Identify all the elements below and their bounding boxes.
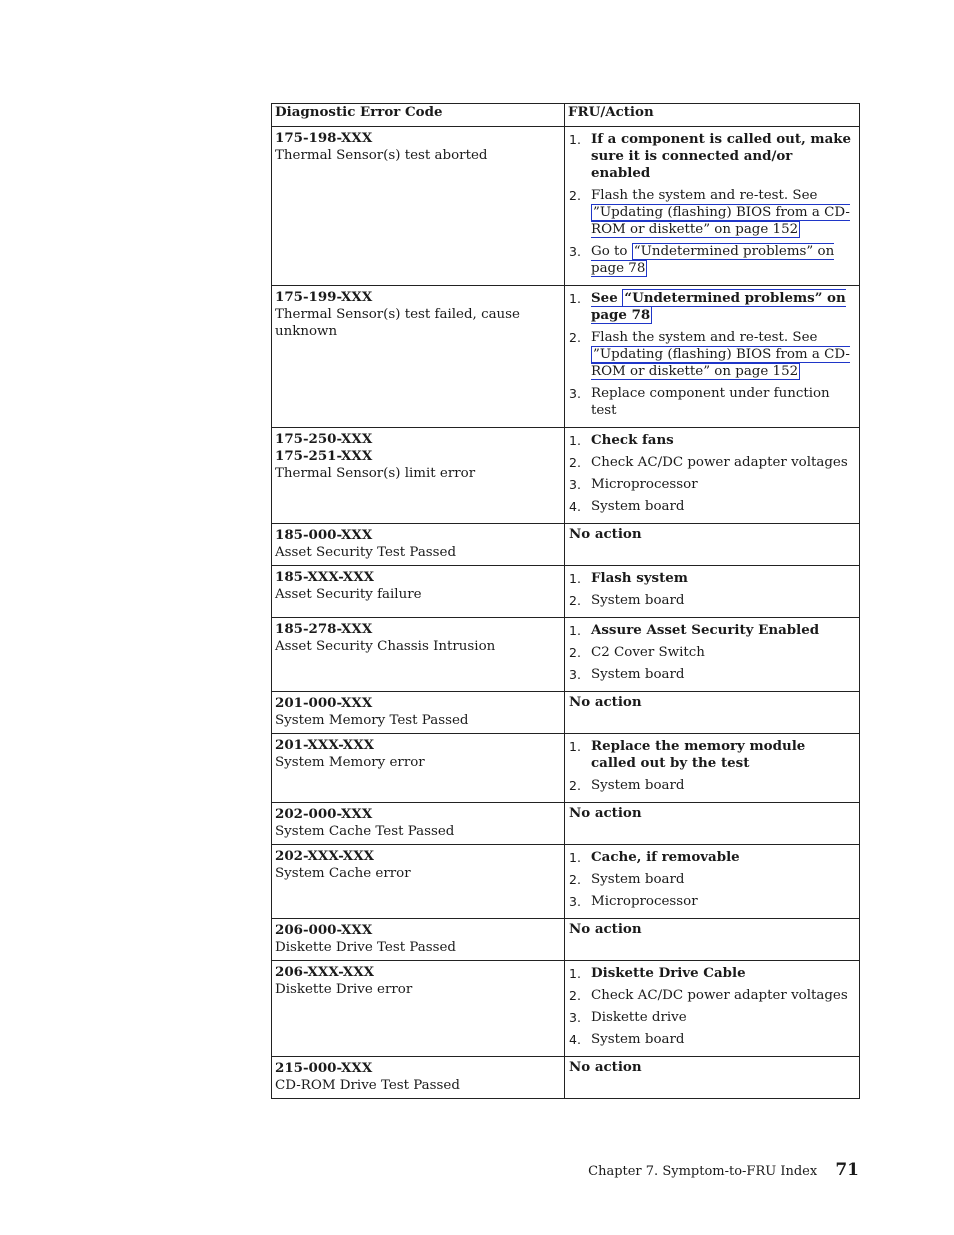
step-text-part: Replace the memory module called out by the test [591,738,806,771]
step-text [591,644,856,661]
action-step [569,987,856,1004]
action-step [569,644,856,661]
error-code: 185-XXX-XXX [275,569,374,585]
table-row [272,961,860,1057]
step-number: 2. [569,455,581,470]
error-code: 185-278-XXX [275,621,373,637]
error-description: System Cache Test Passed [275,824,455,839]
table-row [272,286,860,428]
table-row [272,1057,860,1099]
action-step [569,131,856,182]
error-code: 201-XXX-XXX [275,737,374,753]
action-step [569,738,856,772]
step-text-part: Check AC/DC power adapter voltages [591,988,848,1003]
step-number: 2. [569,988,581,1003]
error-code-cell [272,692,565,734]
step-text [591,592,856,609]
step-text-part: System board [591,667,685,682]
cross-reference-link[interactable]: “Undetermined problems” on page 78 [591,290,846,323]
fru-action-cell [565,286,860,428]
action-step [569,1031,856,1048]
error-code: 202-XXX-XXX [275,848,374,864]
action-step [569,592,856,609]
no-action-text: No action [569,921,642,937]
table-row [272,919,860,961]
step-text-part: Go to [591,244,632,259]
step-text [591,1031,856,1048]
step-text [591,329,856,380]
error-description: CD-ROM Drive Test Passed [275,1078,460,1093]
table-row [272,692,860,734]
step-text-part: See [591,290,623,306]
step-text-part: System board [591,499,685,514]
cross-reference-link[interactable]: ”Updating (flashing) BIOS from a CD-ROM or diskette” on page 152 [591,347,850,379]
step-number: 1. [569,291,581,306]
table-header-row [272,104,860,127]
step-text [591,849,856,866]
step-text-part: System board [591,872,685,887]
step-number: 2. [569,872,581,887]
step-text [591,622,856,639]
step-number: 3. [569,244,581,259]
fru-action-cell [565,1057,860,1099]
step-number: 3. [569,667,581,682]
step-number: 3. [569,894,581,909]
step-number: 2. [569,645,581,660]
error-description: Asset Security Test Passed [275,545,457,560]
cross-reference-link[interactable]: “Undetermined problems” on page 78 [591,244,835,276]
action-step [569,385,856,419]
fru-action-cell [565,692,860,734]
step-number: 1. [569,966,581,981]
error-code-cell [272,734,565,803]
step-text [591,666,856,683]
step-text-part: System board [591,778,685,793]
error-code-cell [272,803,565,845]
error-code-cell [272,127,565,286]
step-number: 2. [569,188,581,203]
action-step [569,871,856,888]
error-code: 185-000-XXX [275,527,373,543]
action-step [569,476,856,493]
chapter-title: Chapter 7. Symptom-to-FRU Index [588,1164,818,1179]
step-text-part: Cache, if removable [591,849,740,865]
action-steps [569,965,856,1048]
step-text [591,987,856,1004]
step-text-part: System board [591,1032,685,1047]
step-text-part: Check AC/DC power adapter voltages [591,455,848,470]
action-steps [569,622,856,683]
step-text [591,1009,856,1026]
error-code-cell [272,845,565,919]
error-code-cell [272,524,565,566]
step-text [591,432,856,449]
step-number: 1. [569,623,581,638]
action-step [569,965,856,982]
error-description: Thermal Sensor(s) test aborted [275,148,488,163]
step-text-part: C2 Cover Switch [591,645,705,660]
step-text [591,965,856,982]
no-action-text: No action [569,805,642,821]
step-text-part: Replace component under function test [591,386,830,418]
action-step [569,454,856,471]
step-number: 1. [569,433,581,448]
action-step [569,329,856,380]
fru-table [271,103,860,1099]
fru-action-cell [565,524,860,566]
table-row [272,566,860,618]
step-number: 3. [569,1010,581,1025]
action-step [569,1009,856,1026]
action-steps [569,738,856,794]
fru-action-cell [565,919,860,961]
step-number: 3. [569,386,581,401]
page-footer [588,1160,859,1180]
step-text [591,570,856,587]
action-step [569,432,856,449]
step-text [591,243,856,277]
step-text-part: System board [591,593,685,608]
error-description: Diskette Drive error [275,982,413,997]
page-number: 71 [835,1160,859,1180]
step-number: 4. [569,499,581,514]
fru-action-cell [565,618,860,692]
error-code-cell [272,1057,565,1099]
table-body [272,127,860,1099]
error-code-cell [272,428,565,524]
step-number: 2. [569,778,581,793]
table-row [272,428,860,524]
step-number: 1. [569,739,581,754]
fru-action-cell [565,845,860,919]
step-text-part: Flash the system and re-test. See [591,188,818,203]
table-row [272,524,860,566]
action-step [569,498,856,515]
fru-action-cell [565,428,860,524]
error-code: 201-000-XXX [275,695,373,711]
step-text-part: Check fans [591,432,674,448]
error-code: 202-000-XXX [275,806,373,822]
error-code-cell [272,566,565,618]
error-description: Asset Security Chassis Intrusion [275,639,496,654]
table-row [272,734,860,803]
step-text [591,290,856,324]
error-code: 175-199-XXX [275,289,373,305]
step-text [591,893,856,910]
step-text-part: Microprocessor [591,894,698,909]
step-text [591,187,856,238]
error-description: Diskette Drive Test Passed [275,940,456,955]
error-description: Thermal Sensor(s) limit error [275,466,476,481]
table-row [272,803,860,845]
error-code: 175-250-XXX [275,431,373,447]
no-action-text: No action [569,1059,642,1075]
error-code: 175-198-XXX [275,130,373,146]
fru-action-cell [565,566,860,618]
error-description: Asset Security failure [275,587,422,602]
step-number: 1. [569,571,581,586]
step-number: 1. [569,132,581,147]
step-text-part: Assure Asset Security Enabled [591,622,820,638]
table-row [272,127,860,286]
error-code: 206-XXX-XXX [275,964,374,980]
table-row [272,618,860,692]
no-action-text: No action [569,694,642,710]
error-description: System Memory error [275,755,425,770]
action-step [569,570,856,587]
step-number: 2. [569,330,581,345]
step-text [591,454,856,471]
error-code: 206-000-XXX [275,922,373,938]
step-text [591,738,856,772]
step-text [591,498,856,515]
error-code-cell [272,618,565,692]
step-text [591,385,856,419]
step-text [591,871,856,888]
header-error-code: Diagnostic Error Code [272,104,565,127]
error-description: Thermal Sensor(s) test failed, cause unknown [275,307,520,339]
error-code-cell [272,919,565,961]
error-code: 215-000-XXX [275,1060,373,1076]
action-step [569,243,856,277]
cross-reference-link[interactable]: ”Updating (flashing) BIOS from a CD-ROM or diskette” on page 152 [591,205,850,237]
action-steps [569,290,856,419]
fru-action-cell [565,734,860,803]
action-steps [569,131,856,277]
action-step [569,666,856,683]
error-description: System Cache error [275,866,411,881]
step-number: 2. [569,593,581,608]
action-steps [569,849,856,910]
step-text-part: Diskette drive [591,1010,687,1025]
action-step [569,187,856,238]
step-number: 3. [569,477,581,492]
action-step [569,849,856,866]
fru-action-cell [565,127,860,286]
no-action-text: No action [569,526,642,542]
error-code-cell [272,286,565,428]
fru-action-cell [565,803,860,845]
error-code-cell [272,961,565,1057]
step-number: 4. [569,1032,581,1047]
action-steps [569,432,856,515]
action-steps [569,570,856,609]
action-step [569,622,856,639]
action-step [569,777,856,794]
step-text-part: Microprocessor [591,477,698,492]
step-text-part: Diskette Drive Cable [591,965,746,981]
step-number: 1. [569,850,581,865]
error-code: 175-251-XXX [275,448,373,464]
step-text-part: Flash the system and re-test. See [591,330,818,345]
step-text [591,131,856,182]
action-step [569,893,856,910]
header-fru-action: FRU/Action [565,104,860,127]
step-text [591,777,856,794]
table-row [272,845,860,919]
action-step [569,290,856,324]
step-text-part: If a component is called out, make sure it is connected and/or enabled [591,131,852,181]
step-text [591,476,856,493]
error-description: System Memory Test Passed [275,713,469,728]
step-text-part: Flash system [591,570,688,586]
fru-action-cell [565,961,860,1057]
